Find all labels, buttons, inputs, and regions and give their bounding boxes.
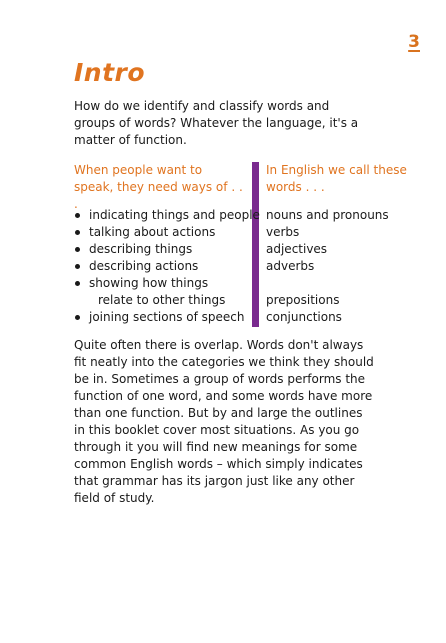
list-item — [74, 241, 252, 258]
page-title: Intro — [74, 58, 146, 87]
body-paragraph: Quite often there is overlap. Words don't always fit neatly into the categories we think they should be in. Sometimes a group of words performs the function of one word, and some words have more than one function. But by and large the outlines in this booklet cover most situations. As you go through it you will find new meanings for some common English words – which simply indicates that grammar has its jargon just like any other field of study. — [74, 338, 374, 505]
word-class-item: nouns and pronouns — [266, 208, 389, 222]
bullet-icon — [75, 230, 80, 235]
word-class-item — [266, 275, 436, 292]
list-item — [74, 207, 260, 224]
function-label: showing how things — [89, 276, 209, 290]
list-item-continuation — [74, 292, 252, 309]
functions-list — [74, 207, 260, 326]
functions-heading: When people want to speak, they need ways of . . . — [74, 163, 243, 211]
function-label: talking about actions — [89, 225, 216, 239]
bullet-icon — [75, 264, 80, 269]
word-class-item: conjunctions — [266, 310, 342, 324]
list-item — [74, 224, 252, 241]
function-label: indicating things and people — [89, 208, 260, 222]
list-item — [74, 258, 252, 275]
bullet-icon — [75, 315, 80, 320]
word-class-item: adverbs — [266, 259, 315, 273]
page-number: 3 — [408, 32, 420, 52]
function-label: describing actions — [89, 259, 199, 273]
word-classes-list — [266, 207, 436, 326]
function-label: joining sections of speech — [89, 310, 245, 324]
word-classes-heading: In English we call these words . . . — [266, 163, 407, 194]
function-label: describing things — [89, 242, 193, 256]
bullet-icon — [75, 247, 80, 252]
column-divider — [252, 162, 259, 327]
intro-paragraph: How do we identify and classify words and groups of words? Whatever the language, it's a matter of function. — [74, 99, 359, 147]
word-class-item: adjectives — [266, 242, 328, 256]
bullet-icon — [75, 281, 80, 286]
word-class-item: prepositions — [266, 293, 340, 307]
list-item — [74, 275, 252, 292]
list-item — [74, 309, 252, 326]
bullet-icon — [75, 213, 80, 218]
word-class-item: verbs — [266, 225, 300, 239]
function-label: relate to other things — [98, 293, 226, 307]
